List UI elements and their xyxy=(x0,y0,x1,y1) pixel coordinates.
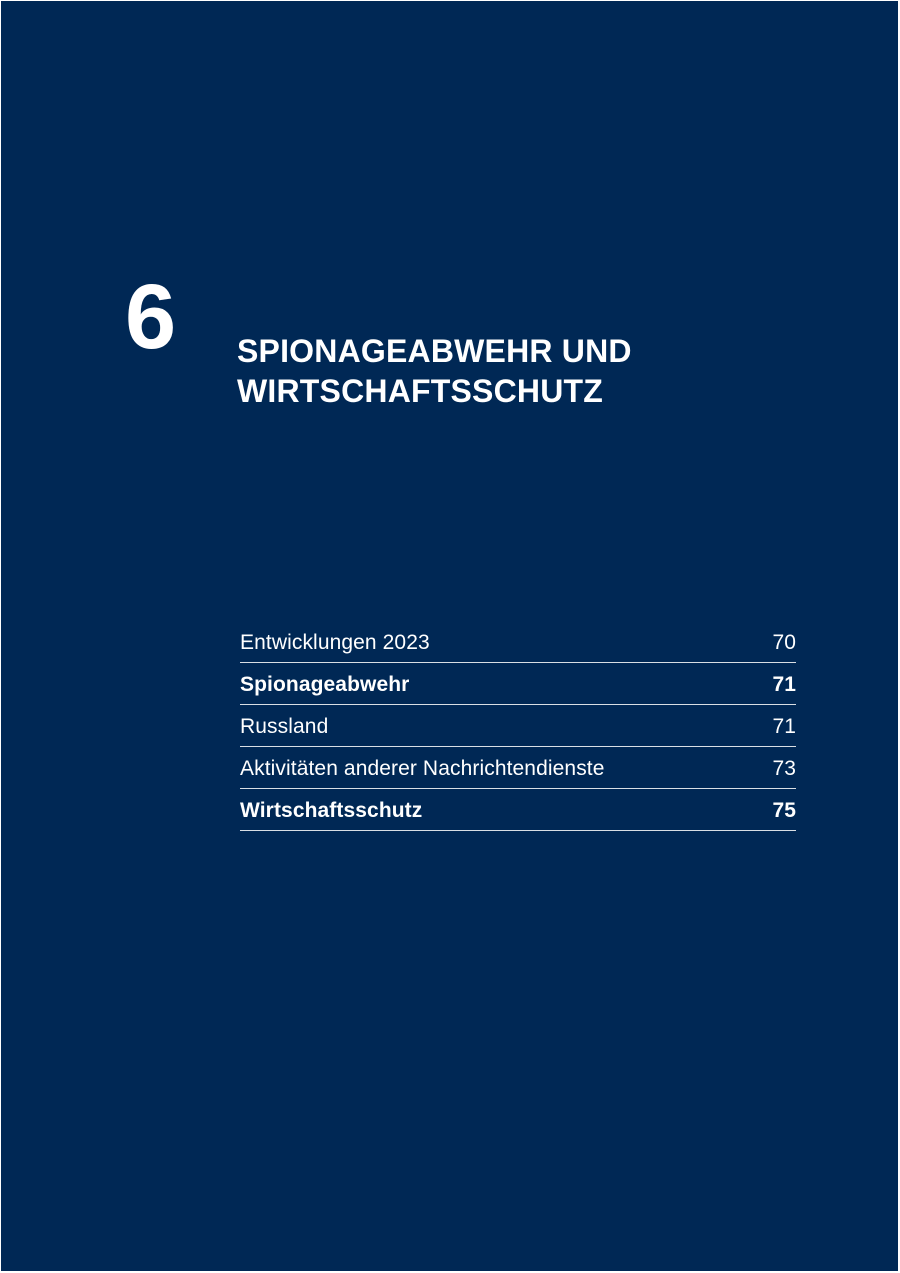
toc-label: Wirtschaftsschutz xyxy=(240,798,423,822)
toc-row-entwicklungen-2023[interactable] xyxy=(240,622,796,663)
toc-page-number: 71 xyxy=(772,714,796,738)
toc-label: Aktivitäten anderer Nachrichtendienste xyxy=(240,756,605,780)
chapter-title-line-2: WIRTSCHAFTSSCHUTZ xyxy=(237,373,604,409)
toc-page-number: 75 xyxy=(772,798,796,822)
chapter-table-of-contents xyxy=(240,622,796,831)
chapter-number: 6 xyxy=(125,266,177,368)
chapter-title xyxy=(237,331,757,411)
toc-page-number: 70 xyxy=(772,630,796,654)
toc-row-russland[interactable] xyxy=(240,706,796,747)
chapter-title-line-1: SPIONAGEABWEHR UND xyxy=(237,333,632,369)
toc-page-number: 73 xyxy=(772,756,796,780)
toc-page-number: 71 xyxy=(772,672,796,696)
toc-row-spionageabwehr[interactable] xyxy=(240,664,796,705)
toc-row-wirtschaftsschutz[interactable] xyxy=(240,790,796,831)
toc-row-aktivitaeten-anderer-nachrichtendienste[interactable] xyxy=(240,748,796,789)
toc-label: Spionageabwehr xyxy=(240,672,410,696)
chapter-cover-page xyxy=(1,1,898,1271)
toc-label: Entwicklungen 2023 xyxy=(240,630,430,654)
toc-label: Russland xyxy=(240,714,329,738)
